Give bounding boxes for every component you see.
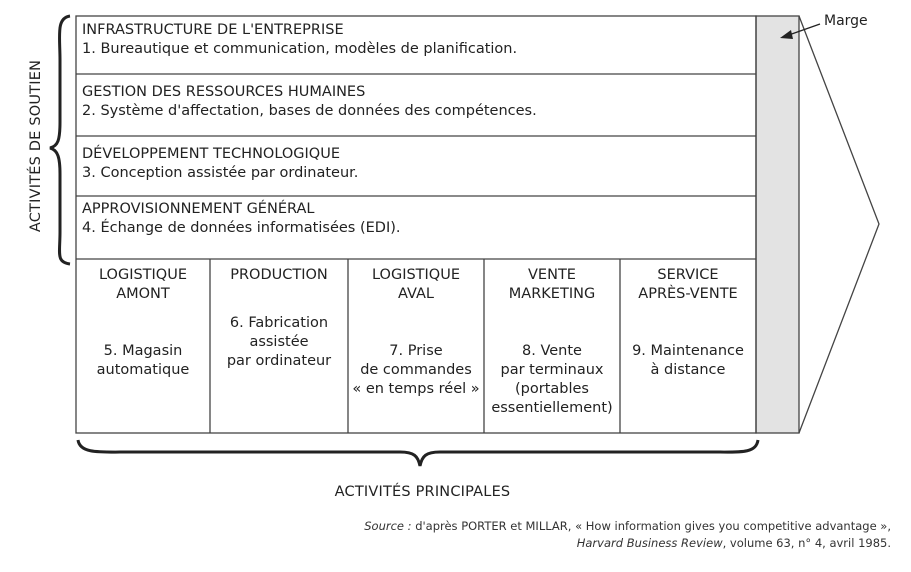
- support-activity-detail: 1. Bureautique et communication, modèles de planification.: [82, 41, 518, 57]
- source-journal: Harvard Business Review: [576, 536, 723, 550]
- primary-activity-title: [230, 266, 328, 285]
- support-activity-title: GESTION DES RESSOURCES HUMAINES: [82, 84, 366, 100]
- title-line: AVAL: [398, 286, 434, 302]
- primary-brace: [78, 440, 758, 466]
- primary-activity-title: [99, 266, 187, 304]
- support-activity-infrastructure: [76, 21, 756, 59]
- title-line: VENTE: [528, 267, 576, 283]
- source-text: d'après PORTER et MILLAR, « How information gives you competitive advantage »,: [415, 519, 891, 533]
- support-activity-detail: 3. Conception assistée par ordinateur.: [82, 165, 359, 181]
- support-activity-detail: 2. Système d'affectation, bases de données des compétences.: [82, 103, 537, 119]
- detail-line: à distance: [650, 362, 726, 378]
- detail-line: essentiellement): [491, 400, 613, 416]
- primary-activity-detail: [632, 342, 744, 380]
- detail-line: assistée: [249, 334, 309, 350]
- detail-line: automatique: [96, 362, 190, 378]
- margin-arrow-tip: [799, 16, 879, 433]
- primary-activity-detail: [97, 342, 190, 380]
- support-activity-detail: 4. Échange de données informatisées (EDI).: [82, 220, 401, 236]
- support-activity-title: INFRASTRUCTURE DE L'ENTREPRISE: [82, 22, 344, 38]
- title-line: AMONT: [116, 286, 170, 302]
- primary-activity-title: [372, 266, 460, 304]
- source-label: Source :: [364, 519, 412, 533]
- source-line-1: [364, 518, 891, 535]
- primary-activity-detail: [491, 342, 612, 418]
- primary-activity-outbound-logistics: [348, 266, 484, 426]
- primary-activity-detail: [352, 342, 479, 399]
- detail-line: 8. Vente: [522, 343, 582, 359]
- primary-activity-inbound-logistics: [76, 266, 210, 426]
- support-activity-technology: [76, 145, 756, 183]
- title-line: APRÈS-VENTE: [638, 286, 738, 302]
- primary-activity-after-sales-service: [620, 266, 756, 426]
- primary-activities-label: ACTIVITÉS PRINCIPALES: [334, 484, 511, 500]
- primary-activity-sales-marketing: [484, 266, 620, 426]
- primary-activity-production: [210, 266, 348, 426]
- detail-line: 9. Maintenance: [632, 343, 744, 359]
- source-line-2: [364, 535, 891, 552]
- margin-label: Marge: [824, 13, 868, 29]
- support-activity-title: DÉVELOPPEMENT TECHNOLOGIQUE: [82, 146, 340, 162]
- detail-line: 6. Fabrication: [229, 315, 329, 331]
- title-line: LOGISTIQUE: [371, 267, 460, 283]
- source-note: [364, 518, 891, 552]
- detail-line: 5. Magasin: [103, 343, 183, 359]
- source-details: , volume 63, n° 4, avril 1985.: [722, 536, 891, 550]
- detail-line: de commandes: [360, 362, 472, 378]
- margin-band: [756, 16, 799, 433]
- primary-activity-detail: [227, 314, 331, 371]
- title-line: LOGISTIQUE: [98, 267, 187, 283]
- support-activity-procurement: [76, 200, 756, 238]
- detail-line: par terminaux: [500, 362, 604, 378]
- support-brace: [50, 16, 70, 264]
- title-line: PRODUCTION: [230, 267, 328, 283]
- support-activities-label-text: ACTIVITÉS DE SOUTIEN: [28, 59, 44, 233]
- title-line: SERVICE: [657, 267, 719, 283]
- detail-line: « en temps réel »: [352, 381, 480, 397]
- primary-activity-title: [509, 266, 595, 304]
- primary-activity-title: [638, 266, 737, 304]
- title-line: MARKETING: [508, 286, 596, 302]
- detail-line: (portables: [515, 381, 589, 397]
- detail-line: 7. Prise: [389, 343, 443, 359]
- support-activity-hr: [76, 83, 756, 121]
- detail-line: par ordinateur: [226, 353, 332, 369]
- support-activity-title: APPROVISIONNEMENT GÉNÉRAL: [82, 201, 315, 217]
